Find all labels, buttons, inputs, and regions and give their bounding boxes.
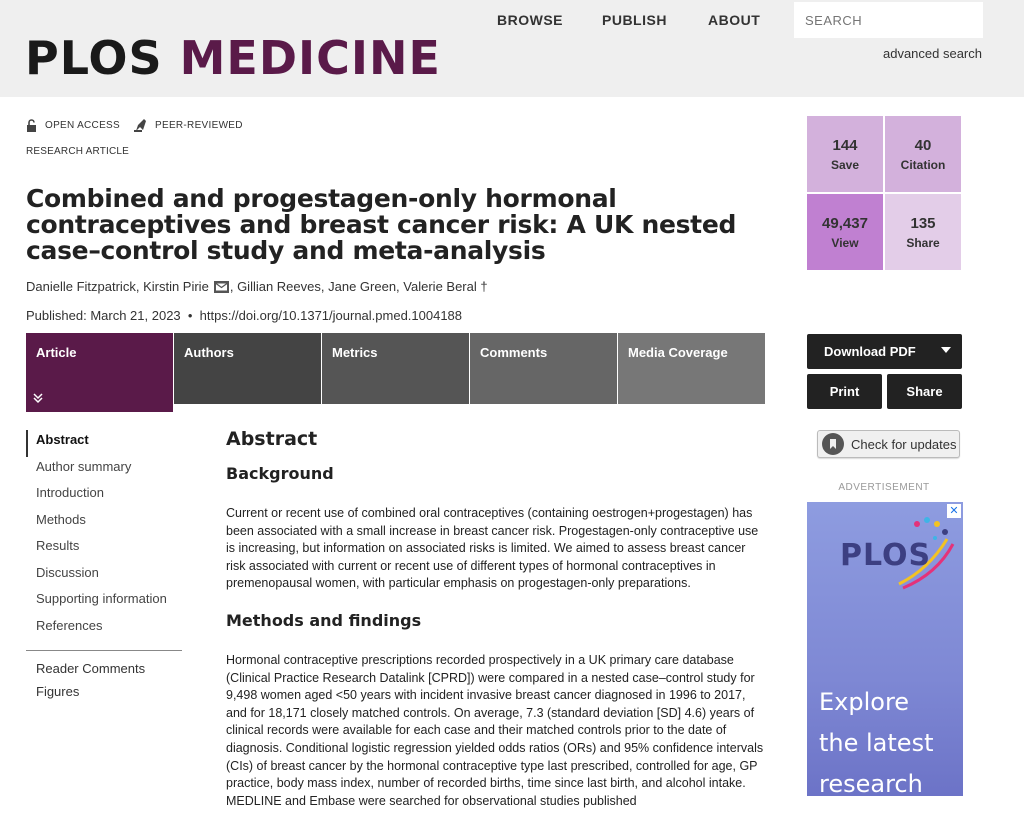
section-link-supporting-information[interactable]: Supporting information [36, 591, 167, 606]
background-paragraph: Current or recent use of combined oral contraceptives (containing oestrogen+progestagen) has been associated with a small increase in breast cancer risk. Progestagen-only contraceptive use is increasing, but information on associated risks is limited. We aimed to assess breast cancer risk associated with current or recent use of different types of hormonal contraceptives in premenopausal women, with particular emphasis on progestagen-only preparations. [226, 506, 759, 591]
tab-media-coverage[interactable]: Media Coverage [618, 333, 765, 404]
metric-share[interactable]: 135 Share [884, 193, 962, 271]
search-input[interactable] [794, 2, 983, 38]
tab-article[interactable]: Article [26, 333, 173, 412]
figures-link[interactable]: Figures [36, 684, 80, 699]
mail-icon[interactable] [214, 281, 229, 293]
metric-save[interactable]: 144 Save [806, 115, 884, 193]
section-nav [26, 430, 182, 705]
reader-comments-link[interactable]: Reader Comments [36, 661, 146, 676]
tab-comments[interactable]: Comments [470, 333, 617, 404]
peer-reviewed-icon [134, 118, 147, 132]
close-icon[interactable]: ✕ [947, 504, 961, 518]
article-type: RESEARCH ARTICLE [26, 146, 130, 157]
nav-publish[interactable]: PUBLISH [602, 12, 667, 28]
crossmark-icon [822, 433, 844, 455]
check-for-updates-button[interactable]: Check for updates [817, 430, 960, 458]
author-link[interactable]: Danielle Fitzpatrick, [26, 279, 140, 294]
access-badges [26, 118, 243, 132]
nav-divider [26, 650, 182, 651]
metric-view[interactable]: 49,437 View [806, 193, 884, 271]
methods-paragraph: Hormonal contraceptive prescriptions recorded prospectively in a UK primary care database (Clinical Practice Research Datalink [CPRD]) were compared in a nested case–control study for 9,498 women aged <50 years with incident invasive breast cancer diagnosed in 1996 to 2017, and for 18,171 closely matched controls. On average, 7.3 (standard deviation [SD] 4.6) years of clinical records were available for each case and their matched controls prior to the date of diagnosis. Conditional logistic regression yielded odds ratios (ORs) and 95% confidence intervals (CIs) of breast cancer by the hormonal contraceptive type last prescribed, controlled for age, GP practice, body mass index, number of recorded births, time since last birth, and alcohol intake. MEDLINE and Embase were searched for observational studies published [226, 652, 764, 808]
share-button[interactable]: Share [887, 374, 962, 409]
section-link-introduction[interactable]: Introduction [36, 485, 104, 500]
article-title: Combined and progestagen-only hormonal contraceptives and breast cancer risk: A UK nested case–control study and meta-analysis [26, 184, 737, 265]
author-list: Danielle Fitzpatrick, Kirstin Pirie , Gillian Reeves, Jane Green, Valerie Beral † [26, 279, 488, 294]
ad-tagline: Explore the latest research [819, 688, 934, 798]
open-access-label: OPEN ACCESS [45, 119, 120, 131]
author-link[interactable]: Valerie Beral † [403, 279, 488, 294]
abstract-heading: Abstract [226, 428, 318, 450]
section-link-discussion[interactable]: Discussion [36, 564, 99, 580]
author-link[interactable]: Kirstin Pirie [143, 279, 209, 294]
advertisement-label: ADVERTISEMENT [838, 482, 930, 493]
article-tabs [26, 333, 765, 412]
author-link[interactable]: Jane Green, [328, 279, 400, 294]
author-link[interactable]: Gillian Reeves, [237, 279, 325, 294]
section-link-methods[interactable]: Methods [36, 511, 86, 527]
methods-heading: Methods and findings [226, 610, 422, 630]
article-body [226, 428, 766, 828]
published-doi: Published: March 21, 2023 • https://doi.org/10.1371/journal.pmed.1004188 [26, 308, 463, 323]
advertisement-banner[interactable] [807, 502, 963, 796]
nav-browse[interactable]: BROWSE [497, 12, 563, 28]
background-heading: Background [226, 464, 334, 483]
double-chevron-down-icon [33, 393, 43, 406]
article-metrics [806, 115, 962, 271]
tab-authors[interactable]: Authors [174, 333, 321, 404]
section-link-author-summary[interactable]: Author summary [36, 458, 132, 474]
section-link-abstract[interactable]: Abstract [26, 430, 182, 457]
metric-citation[interactable]: 40 Citation [884, 115, 962, 193]
nav-about[interactable]: ABOUT [708, 12, 761, 28]
plos-medicine-logo[interactable]: PLOS MEDICINE [25, 31, 441, 85]
section-link-results[interactable]: Results [36, 538, 80, 553]
site-header [0, 0, 1024, 97]
open-lock-icon [26, 119, 37, 132]
download-pdf-button[interactable]: Download PDF [807, 334, 962, 369]
section-link-references[interactable]: References [36, 617, 103, 633]
peer-reviewed-label: PEER-REVIEWED [155, 119, 243, 131]
tab-metrics[interactable]: Metrics [322, 333, 469, 404]
ad-brand: PLOS [840, 538, 932, 573]
caret-down-icon[interactable] [941, 347, 951, 353]
advanced-search-link[interactable]: advanced search [882, 46, 982, 61]
print-button[interactable]: Print [807, 374, 882, 409]
